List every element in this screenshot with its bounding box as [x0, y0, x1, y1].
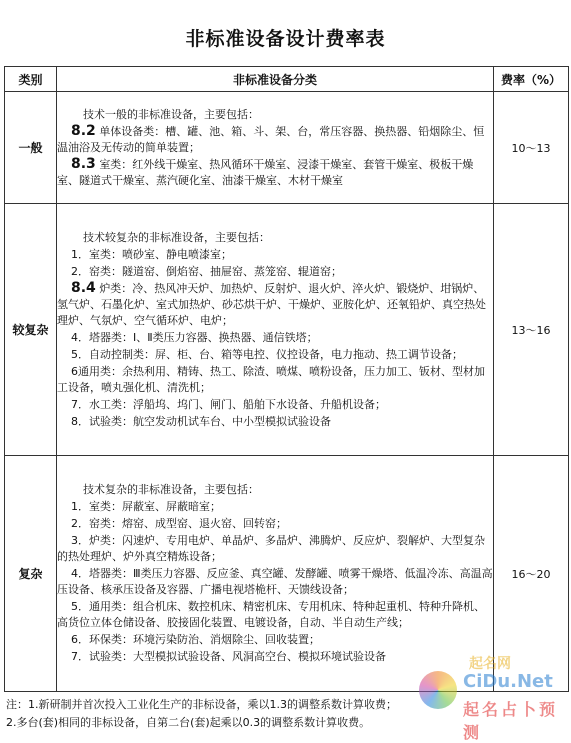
- classification-item: [57, 598, 493, 631]
- table-header-row: [5, 67, 569, 92]
- item-text: 5．自动控制类：屏、柜、台、箱等电控、仪控设备，电力拖动、热工调节设备；: [71, 347, 463, 361]
- classification-item: [57, 346, 493, 363]
- item-text: 7．水工类：浮船坞、坞门、闸门、船舶下水设备、升船机设备；: [71, 397, 386, 411]
- classification-item: [57, 565, 493, 598]
- item-text: 6．环保类：环境污染防治、消烟除尘、回收装置；: [71, 633, 320, 646]
- classification-item: [57, 263, 493, 280]
- clause-number: 8.2: [71, 122, 96, 139]
- item-text: 炉类：冷、热风冲天炉、加热炉、反射炉、退火炉、淬火炉、锻烧炉、坩锅炉、氢气炉、石墨化炉、室式加热炉、砂芯烘干炉、干燥炉、亚胺化炉、还氧铅炉、真空热处理炉、气氛炉、空气循环炉、电炉；: [57, 281, 486, 327]
- classification-item: [57, 413, 493, 430]
- item-text: 单体设备类：槽、罐、池、箱、斗、架、台，常压容器、换热器、铅烟除尘、恒温油浴及无传动的简单装置；: [57, 124, 485, 154]
- classification-item: [57, 363, 493, 396]
- item-text: 4．塔器类：Ⅲ类压力容器、反应釜、真空罐、发酵罐、喷雾干燥塔、低温冷冻、高温高压设备、核承压设备及容器、广播电视塔桅杆、天馈线设备；: [57, 567, 493, 596]
- classification-item: [57, 515, 493, 532]
- classification-item: [57, 329, 493, 346]
- watermark-line-3: 起名占卜预测: [463, 700, 559, 742]
- clause-number: 8.3: [71, 155, 96, 172]
- clause-number: 8.4: [71, 279, 96, 296]
- classification-item: [57, 532, 493, 565]
- item-text: 2．窑类：熔窑、成型窑、退火窑、回转窑；: [71, 517, 287, 530]
- table-row: [5, 204, 569, 456]
- classification-item: [57, 498, 493, 515]
- classification-item: [57, 396, 493, 413]
- footnote-2: 2.多台(套)相同的非标设备，自第二台(套)起乘以0.3的调整系数计算收费。: [6, 716, 371, 729]
- item-text: 2．窑类：隧道窑、倒焰窑、抽屉窑、蒸笼窑、辊道窑；: [71, 264, 342, 278]
- rate-cell: 10～13: [494, 92, 569, 204]
- item-text: 8．试验类：航空发动机试车台、中小型模拟试验设备: [71, 414, 331, 428]
- footnotes: [6, 696, 397, 732]
- watermark-logo: [419, 653, 569, 742]
- classification-cell: [57, 204, 494, 456]
- header-rate: 费率（%）: [494, 67, 569, 92]
- classification-intro: 技术复杂的非标准设备，主要包括：: [83, 483, 259, 496]
- item-text: 7．试验类：大型模拟试验设备、风洞高空台、模拟环境试验设备: [71, 650, 386, 663]
- watermark-line-1: 起名网: [469, 656, 511, 672]
- classification-cell: [57, 92, 494, 204]
- classification-item: [57, 123, 493, 156]
- classification-item: [57, 246, 493, 263]
- item-text: 5．通用类：组合机床、数控机床、精密机床、专用机床、特种起重机、特种升降机、高货位立体仓储设备、胶接固化装置、电镀设备，自动、半自动生产线；: [57, 600, 485, 629]
- rate-table: [4, 66, 569, 692]
- classification-item: [57, 631, 493, 648]
- page-title: 非标准设备设计费率表: [185, 28, 386, 50]
- item-text: 1．室类：屏蔽室、屏蔽暗室；: [71, 500, 221, 513]
- bagua-seal-icon: [419, 671, 457, 709]
- header-classification: 非标准设备分类: [57, 67, 494, 92]
- item-text: 6通用类：余热利用、精铸、热工、除渣、喷煤、喷粉设备，压力加工、钣材、型材加工设备，喷丸强化机、清洗机；: [57, 364, 485, 394]
- item-text: 4．塔器类：Ⅰ、Ⅱ类压力容器、换热器、通信铁塔；: [71, 330, 318, 344]
- item-text: 室类：红外线干燥室、热风循环干燥室、浸漆干燥室、套管干燥室、极板干燥室、隧道式干燥室、蒸汽硬化室、油漆干燥室、木材干燥室: [57, 157, 474, 187]
- classification-item: [57, 156, 493, 189]
- rate-cell: 16～20: [494, 456, 569, 692]
- category-cell: 复杂: [5, 456, 57, 692]
- classification-intro: 技术一般的非标准设备，主要包括：: [83, 107, 259, 121]
- watermark-line-2: CiDu.Net: [463, 671, 553, 692]
- item-text: 1．室类：喷砂室、静电喷漆室；: [71, 247, 232, 261]
- category-cell: 较复杂: [5, 204, 57, 456]
- category-cell: 一般: [5, 92, 57, 204]
- footnote-1: 注：1.新研制并首次投入工业化生产的非标设备，乘以1.3的调整系数计算收费；: [6, 698, 397, 711]
- header-category: 类别: [5, 67, 57, 92]
- classification-item: [57, 280, 493, 329]
- classification-intro: 技术较复杂的非标准设备，主要包括：: [83, 230, 270, 244]
- table-row: [5, 92, 569, 204]
- item-text: 3．炉类：闪速炉、专用电炉、单晶炉、多晶炉、沸腾炉、反应炉、裂解炉、大型复杂的热处理炉、炉外真空精炼设备；: [57, 534, 485, 563]
- rate-cell: 13～16: [494, 204, 569, 456]
